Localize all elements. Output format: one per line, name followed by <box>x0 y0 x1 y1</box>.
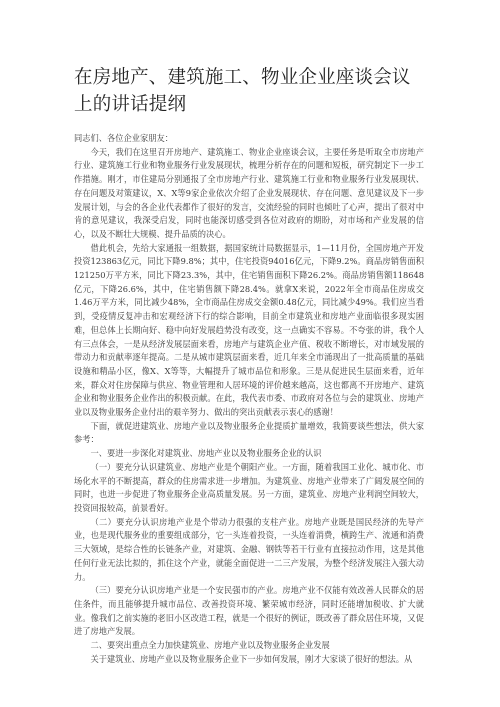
greeting: 同志们、各位企业家朋友： <box>74 133 173 143</box>
paragraph-point-3: （三）要充分认识房地产业是一个安民强市的产业。房地产业不仅能有效改善人民群众的居住条件，而且能够提升城市品位、改善投资环境、繁荣城市经济，同时还能增加税收、扩大就业。像我们之前实施的老旧小区改造工程，就是一个很好的例证，既改善了群众居住环境，又促进了房地产发展。 <box>74 585 424 637</box>
paragraph-section-2-intro: 关于建筑业、房地产业以及物业服务企业下一步如何发展，刚才大家谈了很好的想法。从 <box>90 653 413 664</box>
section-heading-2: 二、要突出重点全力加快建筑业、房地产业以及物业服务企业发展 <box>90 640 330 651</box>
paragraph-transition: 下面，就促进建筑业、房地产业以及物业服务企业提质扩量增效，我简要谈些想法，供大家参考： <box>74 420 424 445</box>
section-heading-1: 一、要进一步深化对建筑业、房地产业以及物业服务企业的认识 <box>90 448 322 459</box>
paragraph-point-1: （一）要充分认识建筑业、房地产业是个朝阳产业。一方面，随着我国工业化、城市化、市场化水平的不断提高，群众的住房需求进一步增加。为建筑业、房地产业带来了广阔发展空间的同时，也进一步促进了物业服务企业高质量发展。另一方面，建筑业、房地产业利润空间较大，投资回报较高，前景看好。 <box>74 461 424 513</box>
paragraph-opening: 今天，我们在这里召开房地产、建筑施工、物业企业座谈会议，主要任务是听取全市房地产行业、建筑施工行业和物业服务行业发展现状，梳理分析存在的问题和短板，研究制定下一步工作措施。刚才，市住建局分别通报了全市房地产行业、建筑施工行业和物业服务行业发展现状、存在问题及对策建议，X、X等9家企业依次介绍了企业发展现状、存在问题、意见建议及下一步发展计划，与会的各企业代表都作了很好的发言，交流经验的同时也倾吐了心声，提出了很对中肯的意见建议，我深受启发，同时也能深切感受到各位对政府的期盼，对市场和产业发展的信心，以及不断壮大规模、提升品质的决心。 <box>74 146 424 239</box>
document-body <box>74 132 424 666</box>
paragraph-data-report: 借此机会，先给大家通报一组数据，据国家统计局数据显示，1—11月份，全国房地产开发投资123863亿元，同比下降9.8%；其中，住宅投资94016亿元，下降9.2%。商品房销售面积121250万平方米，同比下降23.3%，其中，住宅销售面积下降26.2%。商品房销售额118648亿元，下降26.6%，其中，住宅销售额下降28.4%。就拿X来说，2022年全市商品住房成交1.46万平方米，同比减少48%，全市商品住房成交金额0.48亿元，同比减少49%。我们应当看到，受疫情反复冲击和宏观经济下行的综合影响，目前全市建筑业和房地产业面临很多现实困难，但总体上长期向好、稳中向好发展趋势没有改变，这一点确实不容易。不夸张的讲，我个人有三点体会，一是从经济发展层面来看，房地产与建筑企业产值、税收不断增长，对市域发展的带动力和贡献率逐年提高。二是从城市建筑层面来看，近几年来全市涌现出了一批高质量的基础设施和精品小区，像X、X等等，大幅提升了城市品位和形象。三是从促进民生层面来看，近年来，群众对住房保障与供应、物业管理和人居环境的评价越来越高，这也都离不开房地产、建筑企业和物业服务企业作出的积极贡献。在此，我代表市委、市政府对各位与会的建筑业、房地产业以及物业服务企业付出的艰辛努力、做出的突出贡献表示衷心的感谢！ <box>74 242 424 418</box>
paragraph-point-2: （二）要充分认识房地产业是个带动力很强的支柱产业。房地产业既是国民经济的先导产业，也是现代服务业的重要组成部分，它一头连着投资，一头连着消费，横跨生产、流通和消费三大领域，是综合性的长链条产业，对建筑、金融、钢铁等若干行业有直接拉动作用，这是其他任何行业无法比拟的，抓住这个产业，就能全面促进一二三产发展，为整个经济发展注入强大动力。 <box>74 516 424 582</box>
document-title: 在房地产、建筑施工、物业企业座谈会议上的讲话提纲 <box>74 67 411 115</box>
